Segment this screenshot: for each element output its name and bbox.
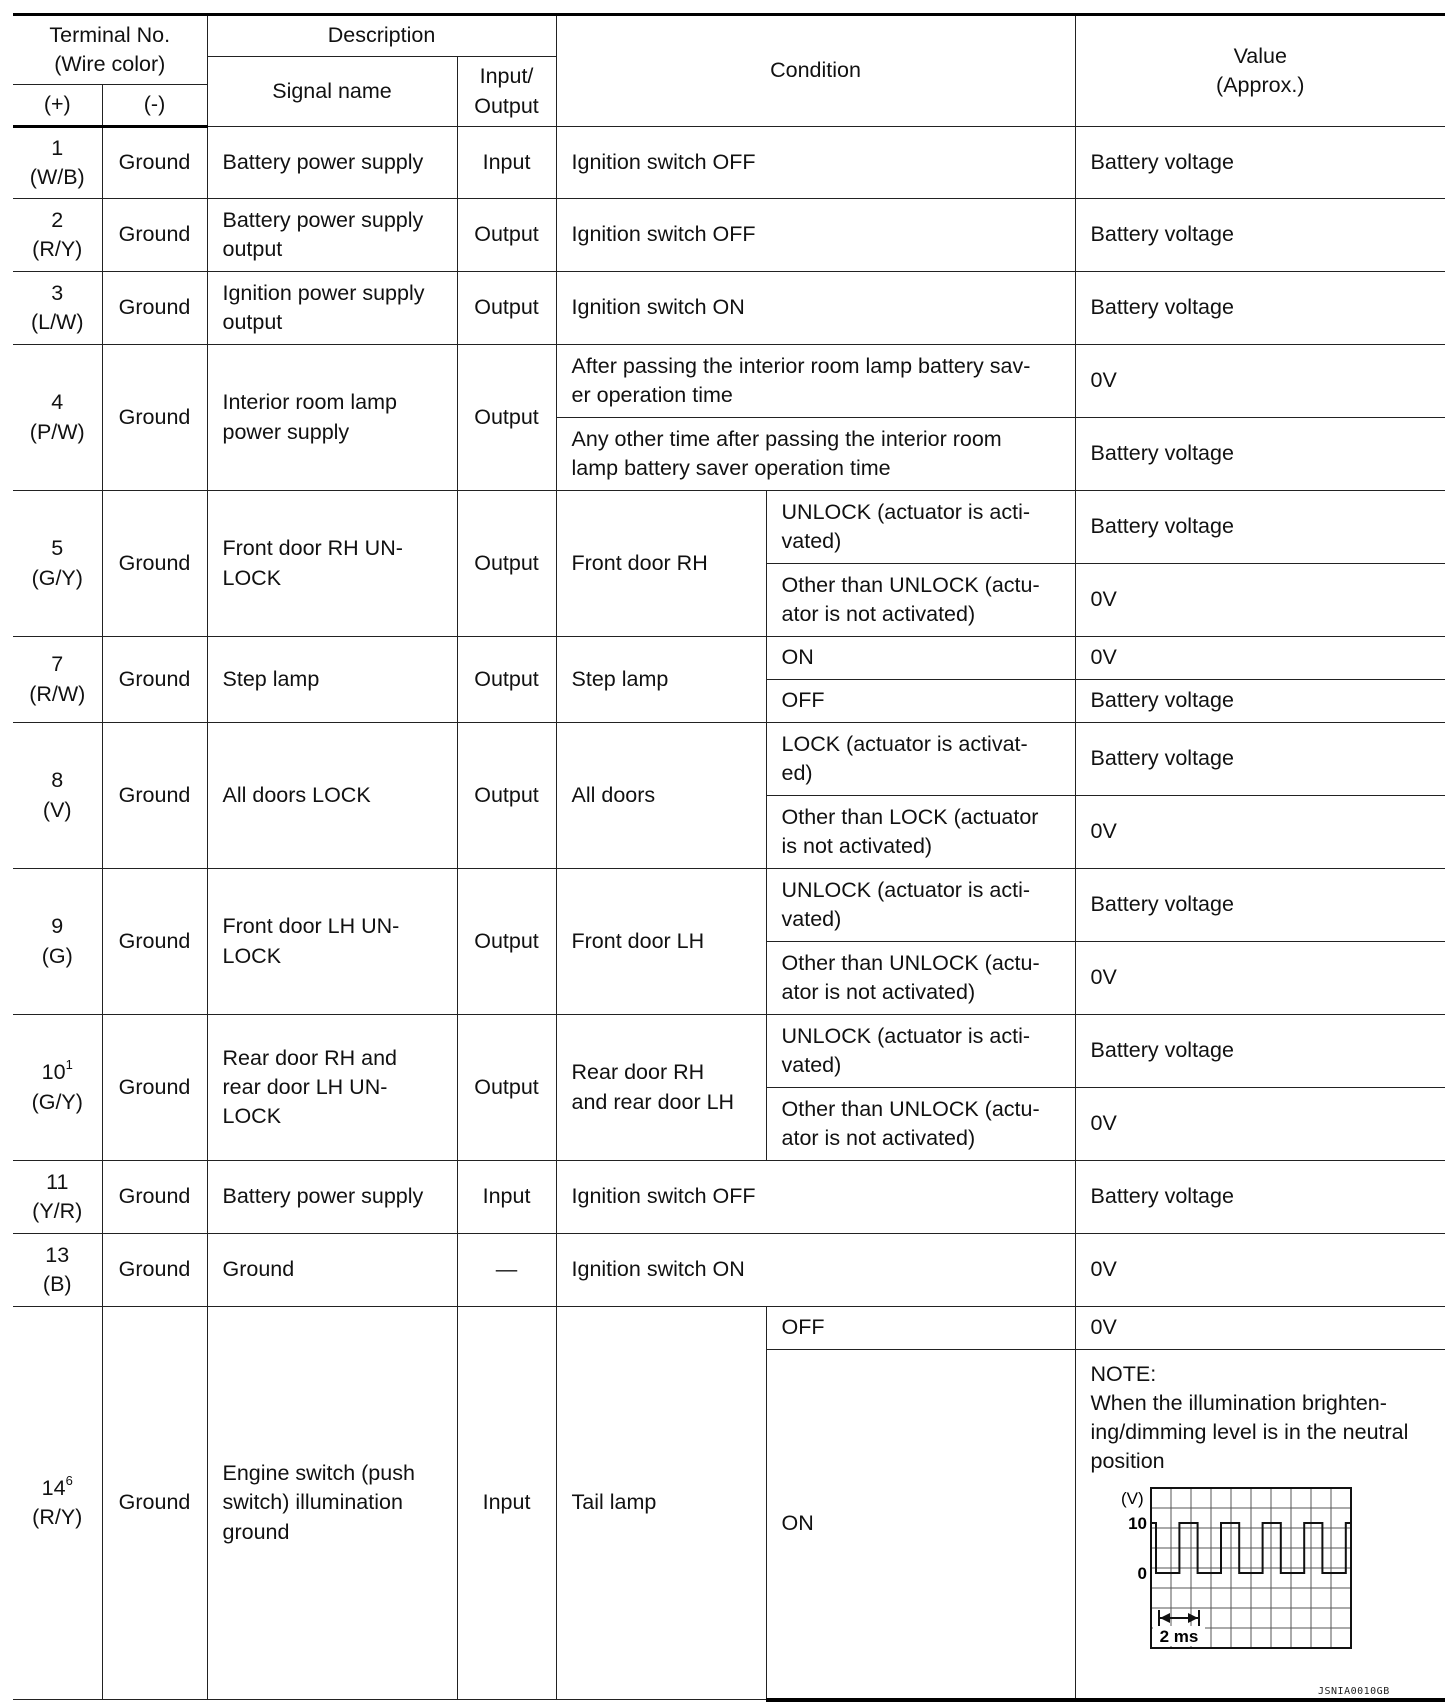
note-text: ing/dimming level is in the neutral <box>1090 1420 1409 1445</box>
sub-condition: UNLOCK (actuator is acti- vated) <box>766 1015 1075 1088</box>
input-output: Output <box>457 637 556 723</box>
signal-name: Front door RH UN- LOCK <box>207 491 457 637</box>
table-row-8 <box>13 723 1445 796</box>
condition: Ignition switch ON <box>556 1234 1075 1307</box>
note-title: NOTE: <box>1090 1362 1157 1386</box>
value: 0V <box>1075 345 1445 418</box>
scale-arrow-right <box>1188 1613 1198 1623</box>
header-signal-name: Signal name <box>207 57 457 127</box>
input-output: — <box>457 1234 556 1307</box>
value: Battery voltage <box>1075 680 1445 723</box>
time-scale-label: 2 ms <box>1159 1627 1198 1647</box>
table-row-13 <box>13 1234 1445 1307</box>
document-id: JSNIA0010GB <box>1318 1686 1390 1697</box>
minus-terminal: Ground <box>102 637 207 723</box>
input-output: Output <box>457 199 556 272</box>
minus-terminal: Ground <box>102 723 207 869</box>
terminal-no: 8 (V) <box>13 723 102 869</box>
input-output: Output <box>457 723 556 869</box>
table-row-3 <box>13 272 1445 345</box>
table-row-4 <box>13 345 1445 418</box>
terminal-no: 1 (W/B) <box>13 127 102 199</box>
sub-condition: Other than LOCK (actuator is not activated) <box>766 796 1075 869</box>
minus-terminal: Ground <box>102 1234 207 1307</box>
minus-terminal: Ground <box>102 1015 207 1161</box>
terminal-no: 7 (R/W) <box>13 637 102 723</box>
terminal-no: $10^1$ (G/Y) <box>13 1015 102 1161</box>
value: Battery voltage <box>1075 199 1445 272</box>
waveform-note-cell <box>1075 1350 1445 1700</box>
value: Battery voltage <box>1075 418 1445 491</box>
terminal-no: $14^6$ (R/Y) <box>13 1307 102 1700</box>
terminal-no: 13 (B) <box>13 1234 102 1307</box>
table-row-14 <box>13 1307 1445 1350</box>
input-output: Input <box>457 1307 556 1700</box>
terminal-no: 2 (R/Y) <box>13 199 102 272</box>
y-tick-label: 10 <box>1127 1514 1147 1534</box>
value: Battery voltage <box>1075 491 1445 564</box>
value: Battery voltage <box>1075 272 1445 345</box>
signal-name: Battery power supply <box>207 127 457 199</box>
header-condition: Condition <box>556 15 1075 127</box>
minus-terminal: Ground <box>102 199 207 272</box>
value: 0V <box>1075 637 1445 680</box>
terminal-no: 5 (G/Y) <box>13 491 102 637</box>
y-axis-label: (V) <box>1120 1489 1144 1509</box>
condition: All doors <box>556 723 766 869</box>
minus-terminal: Ground <box>102 869 207 1015</box>
terminal-table <box>13 13 1445 1702</box>
signal-name: Front door LH UN- LOCK <box>207 869 457 1015</box>
value: 0V <box>1075 942 1445 1015</box>
sub-condition: LOCK (actuator is activat- ed) <box>766 723 1075 796</box>
input-output: Output <box>457 1015 556 1161</box>
value: Battery voltage <box>1075 1015 1445 1088</box>
sub-condition: OFF <box>766 1307 1075 1350</box>
value: Battery voltage <box>1075 869 1445 942</box>
header-plus: (+) <box>13 85 102 127</box>
minus-terminal: Ground <box>102 1161 207 1234</box>
value: 0V <box>1075 1307 1445 1350</box>
signal-name: Ground <box>207 1234 457 1307</box>
header-minus: (-) <box>102 85 207 127</box>
signal-name: All doors LOCK <box>207 723 457 869</box>
minus-terminal: Ground <box>102 127 207 199</box>
condition: Tail lamp <box>556 1307 766 1700</box>
signal-name: Rear door RH and rear door LH UN- LOCK <box>207 1015 457 1161</box>
value: 0V <box>1075 1234 1445 1307</box>
oscilloscope-grid <box>1151 1488 1351 1648</box>
signal-name: Interior room lamp power supply <box>207 345 457 491</box>
input-output: Input <box>457 127 556 199</box>
minus-terminal: Ground <box>102 272 207 345</box>
input-output: Output <box>457 491 556 637</box>
minus-terminal: Ground <box>102 345 207 491</box>
header-terminal-no: Terminal No. (Wire color) <box>13 15 207 85</box>
condition: Front door LH <box>556 869 766 1015</box>
terminal-no: 4 (P/W) <box>13 345 102 491</box>
table-row-10 <box>13 1015 1445 1088</box>
terminal-no: 9 (G) <box>13 869 102 1015</box>
table-row-5 <box>13 491 1445 564</box>
table-row-9 <box>13 869 1445 942</box>
terminal-table-sheet <box>13 13 1445 1702</box>
condition: Rear door RH and rear door LH <box>556 1015 766 1161</box>
signal-name: Battery power supply output <box>207 199 457 272</box>
value: Battery voltage <box>1075 723 1445 796</box>
terminal-no: 11 (Y/R) <box>13 1161 102 1234</box>
sub-condition: ON <box>766 1350 1075 1700</box>
value: Battery voltage <box>1075 1161 1445 1234</box>
input-output: Output <box>457 272 556 345</box>
table-row-7 <box>13 637 1445 680</box>
value: 0V <box>1075 796 1445 869</box>
minus-terminal: Ground <box>102 1307 207 1700</box>
condition: Ignition switch ON <box>556 272 1075 345</box>
header-description: Description <box>207 15 556 57</box>
input-output: Output <box>457 869 556 1015</box>
sub-condition: Other than UNLOCK (actu- ator is not activated) <box>766 564 1075 637</box>
signal-name: Step lamp <box>207 637 457 723</box>
input-output: Input <box>457 1161 556 1234</box>
sub-condition: Other than UNLOCK (actu- ator is not activated) <box>766 942 1075 1015</box>
y-tick-label: 0 <box>1137 1564 1147 1584</box>
condition: Ignition switch OFF <box>556 127 1075 199</box>
signal-name: Battery power supply <box>207 1161 457 1234</box>
condition: Ignition switch OFF <box>556 1161 1075 1234</box>
scale-arrow-left <box>1160 1613 1170 1623</box>
table-row-1 <box>13 127 1445 199</box>
table-row-2 <box>13 199 1445 272</box>
sub-condition: ON <box>766 637 1075 680</box>
sub-condition: UNLOCK (actuator is acti- vated) <box>766 869 1075 942</box>
input-output: Output <box>457 345 556 491</box>
signal-name: Engine switch (push switch) illumination ground <box>207 1307 457 1700</box>
condition: Any other time after passing the interior room lamp battery saver operation time <box>556 418 1075 491</box>
value: 0V <box>1075 1088 1445 1161</box>
condition: Ignition switch OFF <box>556 199 1075 272</box>
table-row-11 <box>13 1161 1445 1234</box>
sub-condition: OFF <box>766 680 1075 723</box>
condition: After passing the interior room lamp battery sav- er operation time <box>556 345 1075 418</box>
note-text: When the illumination brighten- <box>1090 1391 1387 1416</box>
header-value: Value (Approx.) <box>1075 15 1445 127</box>
value: 0V <box>1075 564 1445 637</box>
terminal-no: 3 (L/W) <box>13 272 102 345</box>
note-text: position <box>1090 1449 1165 1474</box>
sub-condition: Other than UNLOCK (actu- ator is not activated) <box>766 1088 1075 1161</box>
minus-terminal: Ground <box>102 491 207 637</box>
signal-name: Ignition power supply output <box>207 272 457 345</box>
value: Battery voltage <box>1075 127 1445 199</box>
pwm-waveform-chart <box>1091 1482 1361 1652</box>
header-input-output: Input/ Output <box>457 57 556 127</box>
condition: Front door RH <box>556 491 766 637</box>
sub-condition: UNLOCK (actuator is acti- vated) <box>766 491 1075 564</box>
condition: Step lamp <box>556 637 766 723</box>
